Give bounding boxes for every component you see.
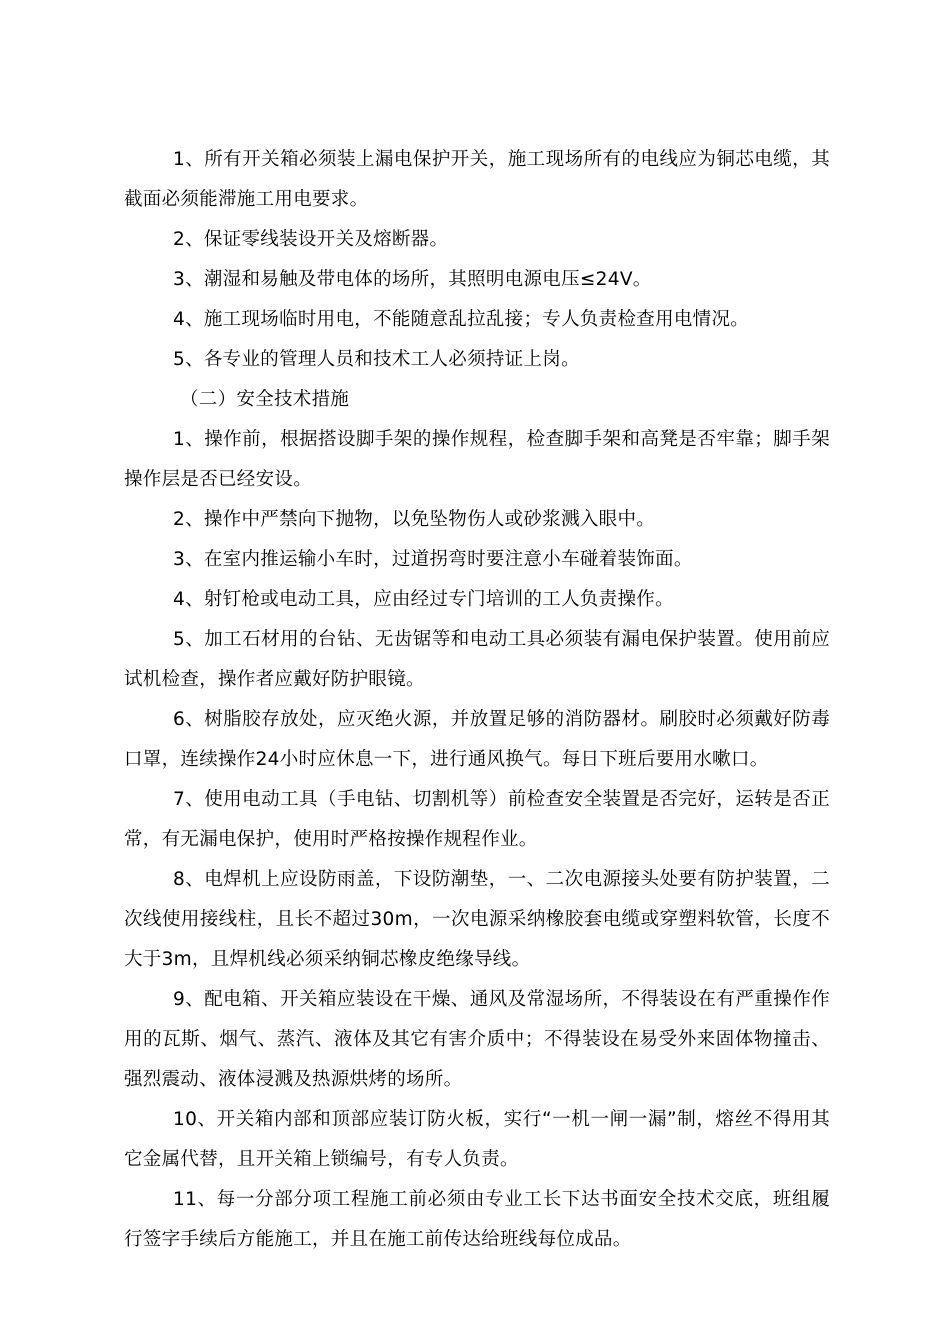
paragraph-measure-11: 11、每一分部分项工程施工前必须由专业工长下达书面安全技术交底，班组履行签字手续后方能施工，并且在施工前传达给班线每位成品。 xyxy=(124,1189,830,1250)
paragraph-electric-3: 3、潮湿和易触及带电体的场所，其照明电源电压≤24V。 xyxy=(173,269,652,290)
document-body xyxy=(124,140,830,1260)
paragraph-electric-5: 5、各专业的管理人员和技术工人必须持证上岗。 xyxy=(173,349,580,370)
paragraph-measure-7: 7、使用电动工具（手电钻、切割机等）前检查安全装置是否完好，运转是否正常，有无漏电保护，使用时严格按操作规程作业。 xyxy=(124,789,830,850)
paragraph-electric-1: 1、所有开关箱必须装上漏电保护开关，施工现场所有的电线应为铜芯电缆，其截面必须能滞施工用电要求。 xyxy=(124,149,830,210)
paragraph-measure-10: 10、开关箱内部和顶部应装订防火板，实行“一机一闸一漏”制，熔丝不得用其它金属代替，且开关箱上锁编号，有专人负责。 xyxy=(124,1109,830,1170)
paragraph-measure-2: 2、操作中严禁向下抛物，以免坠物伤人或砂浆溅入眼中。 xyxy=(173,509,656,530)
paragraph-measure-3: 3、在室内推运输小车时，过道拐弯时要注意小车碰着装饰面。 xyxy=(173,549,693,570)
paragraph-measure-4: 4、射钉枪或电动工具，应由经过专门培训的工人负责操作。 xyxy=(173,589,674,610)
paragraph-measure-8: 8、电焊机上应设防雨盖，下设防潮垫，一、二次电源接头处要有防护装置，二次线使用接线柱，且长不超过30m，一次电源采纳橡胶套电缆或穿塑料软管，长度不大于3m，且焊机线必须采纳铜芯橡皮绝缘导线。 xyxy=(124,869,830,970)
paragraph-measure-1: 1、操作前，根据搭设脚手架的操作规程，检查脚手架和高凳是否牢靠；脚手架操作层是否已经安设。 xyxy=(124,429,830,490)
section-heading: （二）安全技术措施 xyxy=(180,389,350,410)
paragraph-electric-4: 4、施工现场临时用电，不能随意乱拉乱接；专人负责检查用电情况。 xyxy=(173,309,750,330)
paragraph-measure-5: 5、加工石材用的台钻、无齿锯等和电动工具必须装有漏电保护装置。使用前应试机检查，操作者应戴好防护眼镜。 xyxy=(124,629,830,690)
paragraph-measure-9: 9、配电箱、开关箱应装设在干燥、通风及常湿场所，不得装设在有严重操作作用的瓦斯、烟气、蒸汽、液体及其它有害介质中；不得装设在易受外来固体物撞击、强烈震动、液体浸溅及热源烘烤的场所。 xyxy=(124,989,830,1090)
paragraph-electric-2: 2、保证零线装设开关及熔断器。 xyxy=(173,229,449,250)
paragraph-measure-6: 6、树脂胶存放处，应灭绝火源，并放置足够的消防器材。刷胶时必须戴好防毒口罩，连续操作24小时应休息一下，进行通风换气。每日下班后要用水嗽口。 xyxy=(124,709,830,770)
